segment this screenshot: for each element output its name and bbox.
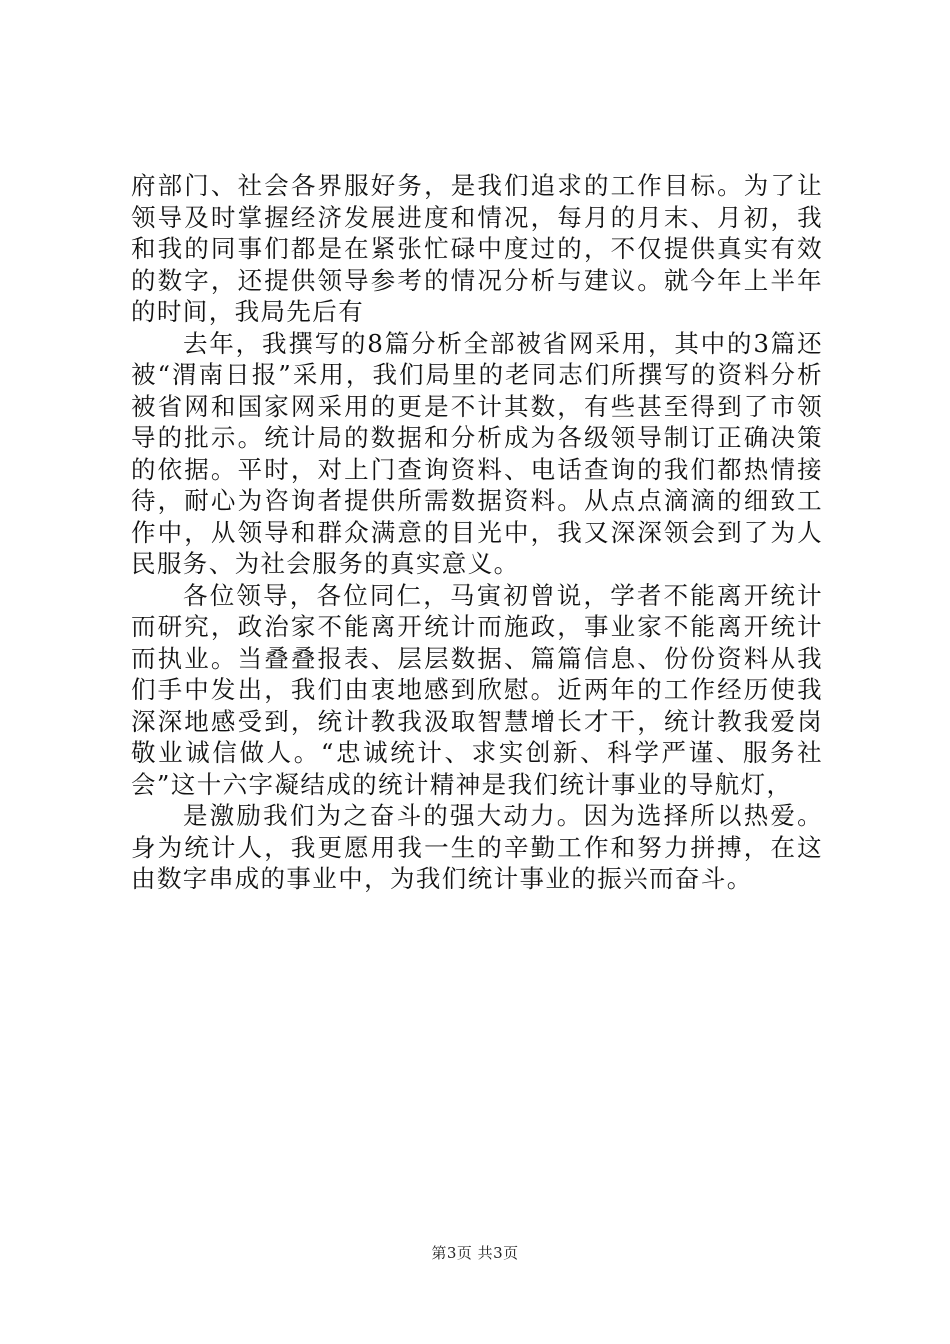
paragraph-2: 去年，我撰写的8篇分析全部被省网采用，其中的3篇还被“渭南日报”采用，我们局里的老同志们所撰写的资料分析被省网和国家网采用的更是不计其数，有些甚至得到了市领导的批示。统计局的数据和分析成为各级领导制订正确决策的依据。平时，对上门查询资料、电话查询的我们都热情接待，耐心为咨询者提供所需数据资料。从点点滴滴的细致工作中，从领导和群众满意的目光中，我又深深领会到了为人民服务、为社会服务的真实意义。 (131, 328, 823, 578)
paragraph-1: 府部门、社会各界服好务，是我们追求的工作目标。为了让领导及时掌握经济发展进度和情况，每月的月末、月初，我和我的同事们都是在紧张忙碌中度过的，不仅提供真实有效的数字，还提供领导参考的情况分析与建议。就今年上半年的时间，我局先后有 (131, 171, 823, 326)
paragraph-3: 各位领导，各位同仁，马寅初曾说，学者不能离开统计而研究，政治家不能离开统计而施政，事业家不能离开统计而执业。当叠叠报表、层层数据、篇篇信息、份份资料从我们手中发出，我们由衷地感到欣慰。近两年的工作经历使我深深地感受到，统计教我汲取智慧增长才干，统计教我爱岗敬业诚信做人。“忠诚统计、求实创新、科学严谨、服务社会”这十六字凝结成的统计精神是我们统计事业的导航灯， (131, 580, 823, 799)
page-footer: 第3页 共3页 (431, 1244, 519, 1262)
document-body (131, 170, 823, 895)
paragraph-4: 是激励我们为之奋斗的强大动力。因为选择所以热爱。身为统计人，我更愿用我一生的辛勤工作和努力拼搏，在这由数字串成的事业中，为我们统计事业的振兴而奋斗。 (131, 801, 823, 893)
